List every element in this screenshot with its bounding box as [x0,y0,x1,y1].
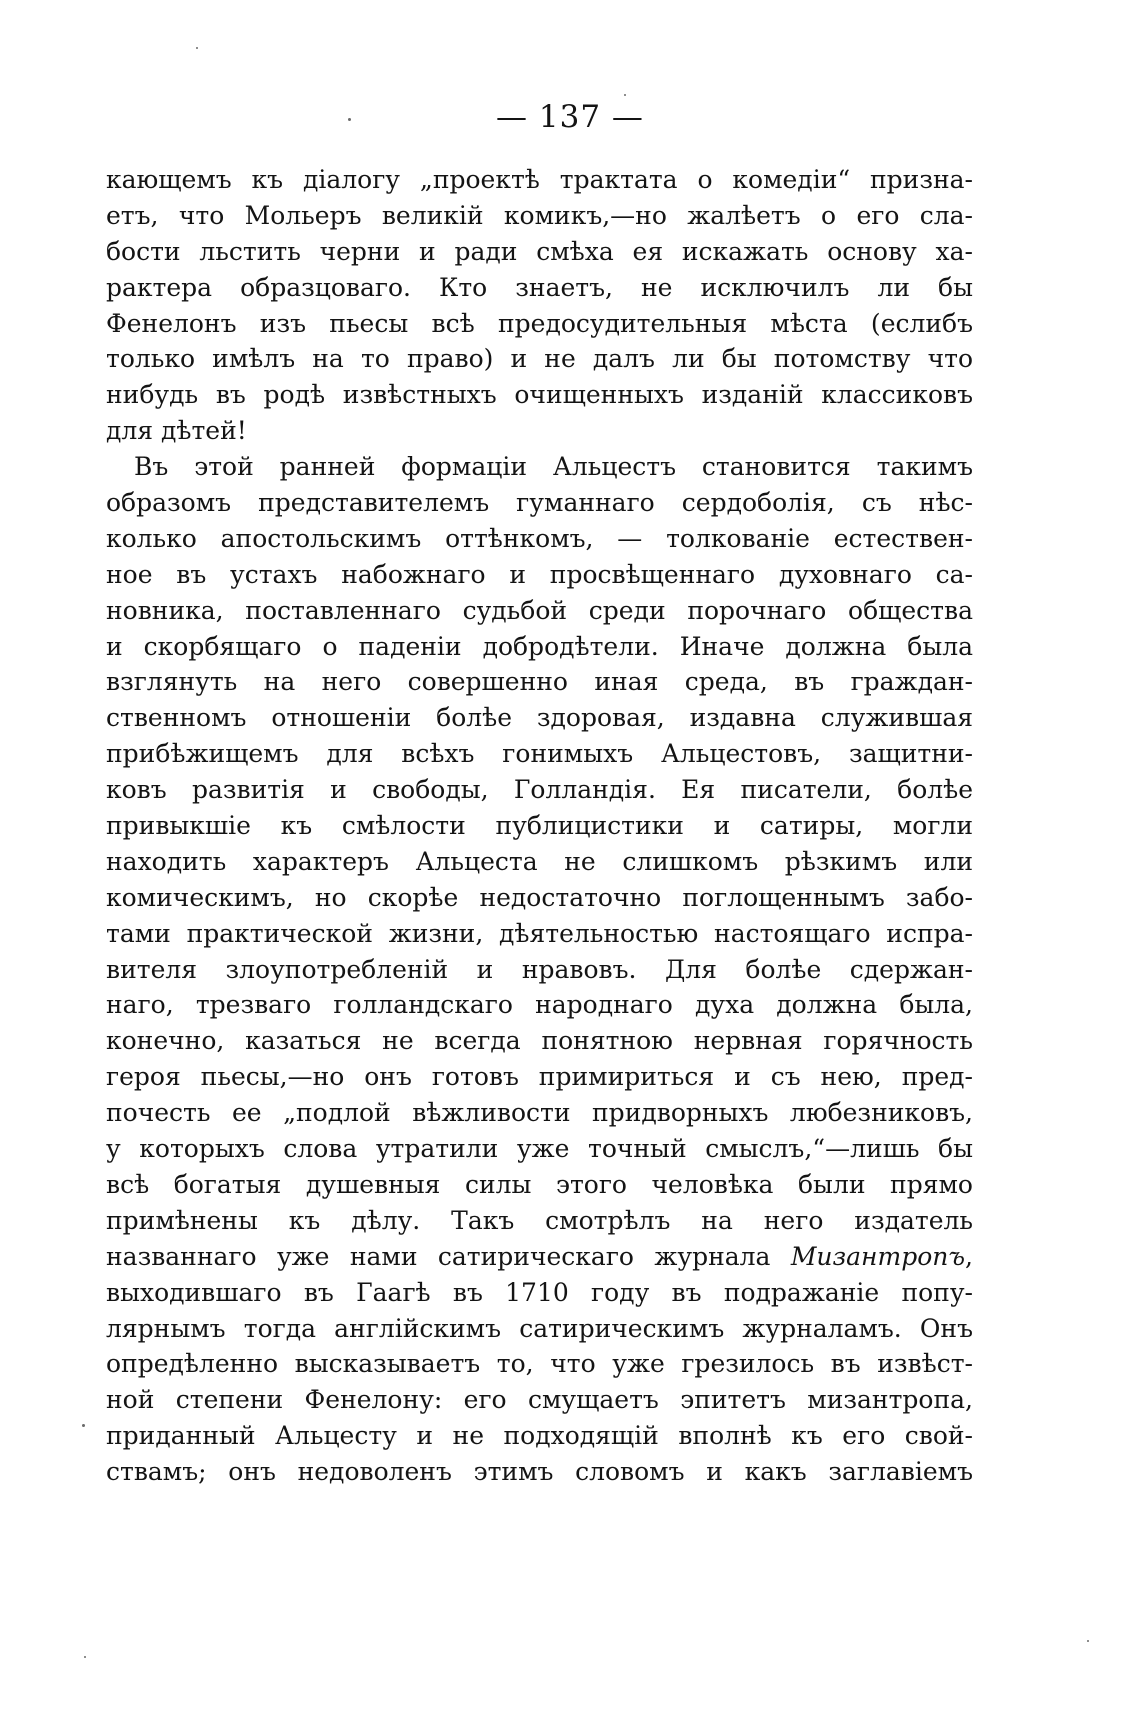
scan-speck [196,47,198,49]
text-line: героя пьесы,—но онъ готовъ примириться и съ нею, пред- [106,1062,973,1092]
text-line: бости льстить черни и ради смѣха ея искажать основу ха- [106,236,973,266]
scan-speck [1087,1640,1089,1642]
text-line: прибѣжищемъ для всѣхъ гонимыхъ Альцестовъ, защитни- [106,739,973,769]
text-line: образомъ представителемъ гуманнаго сердоболія, съ нѣс- [106,488,973,518]
text-line: ное въ устахъ набожнаго и просвѣщеннаго духовнаго са- [106,559,973,589]
text-line: ствамъ; онъ недоволенъ этимъ словомъ и какъ заглавіемъ [106,1457,973,1487]
body-text [106,162,973,1490]
text-line: и скорбящаго о паденіи добродѣтели. Иначе должна была [106,631,973,661]
text-line: кающемъ къ діалогу „проектѣ трактата о комедіи“ призна- [106,165,973,194]
scan-speck [624,94,626,96]
text-line: всѣ богатыя душевныя силы этого человѣка были прямо [106,1169,973,1199]
text-line: только имѣлъ на то право) и не далъ ли бы потомству что [106,344,973,374]
italic-title: Мизантропъ [790,1241,966,1271]
text-line: ной степени Фенелону: его смущаетъ эпитетъ мизантропа, [106,1385,973,1415]
text-line: етъ, что Мольеръ великій комикъ,—но жалѣетъ о его сла- [106,200,973,230]
text-line: ковъ развитія и свободы, Голландія. Ея писатели, болѣе [106,775,973,805]
text-line: комическимъ, но скорѣе недостаточно поглощеннымъ забо- [106,882,973,912]
text-line: нибудь въ родѣ извѣстныхъ очищенныхъ изданій классиковъ [106,380,973,410]
text-line: примѣнены къ дѣлу. Такъ смотрѣлъ на него издатель [106,1205,973,1235]
text-line: тами практической жизни, дѣятельностью настоящаго испра- [106,918,973,948]
text-line-with-italic: названнаго уже нами сатирическаго журнала Мизантропъ, [106,1241,973,1271]
text-line: у которыхъ слова утратили уже точный смыслъ,“—лишь бы [106,1134,973,1164]
page-number: — 137 — [496,99,644,135]
text-line: взглянуть на него совершенно иная среда, въ граждан- [106,667,973,697]
text-line: конечно, казаться не всегда понятною нервная горячность [106,1026,973,1056]
text-line: выходившаго въ Гаагѣ въ 1710 году въ подражаніе попу- [106,1277,973,1307]
text-line: лярнымъ тогда англійскимъ сатирическимъ журналамъ. Онъ [106,1313,973,1343]
text-line: колько апостольскимъ оттѣнкомъ, — толкованіе естествен- [106,523,973,553]
text-line: рактера образцоваго. Кто знаетъ, не исключилъ ли бы [106,272,973,302]
text-line: привыкшіе къ смѣлости публицистики и сатиры, могли [106,811,973,841]
text-line: находить характеръ Альцеста не слишкомъ рѣзкимъ или [106,846,973,876]
text-line: почесть ее „подлой вѣжливости придворныхъ любезниковъ, [106,1098,973,1128]
scan-speck [348,118,351,121]
text-line: наго, трезваго голландскаго народнаго духа должна была, [106,990,973,1020]
scan-speck [84,1656,86,1658]
paragraph-start-line: Въ этой ранней формаціи Альцестъ становится такимъ [134,452,973,482]
text-line: приданный Альцесту и не подходящій вполнѣ къ его свой- [106,1421,973,1451]
text-line: ственномъ отношеніи болѣе здоровая, издавна служившая [106,703,973,733]
text-line: опредѣленно высказываетъ то, что уже грезилось въ извѣст- [106,1349,973,1379]
text-line: Фенелонъ изъ пьесы всѣ предосудительныя мѣста (еслибъ [106,308,973,338]
scan-speck [82,1424,85,1427]
text-line: вителя злоупотребленій и нравовъ. Для болѣе сдержан- [106,954,973,984]
text-line: новника, поставленнаго судьбой среди порочнаго общества [106,595,973,625]
text-line: для дѣтей! [106,416,247,446]
